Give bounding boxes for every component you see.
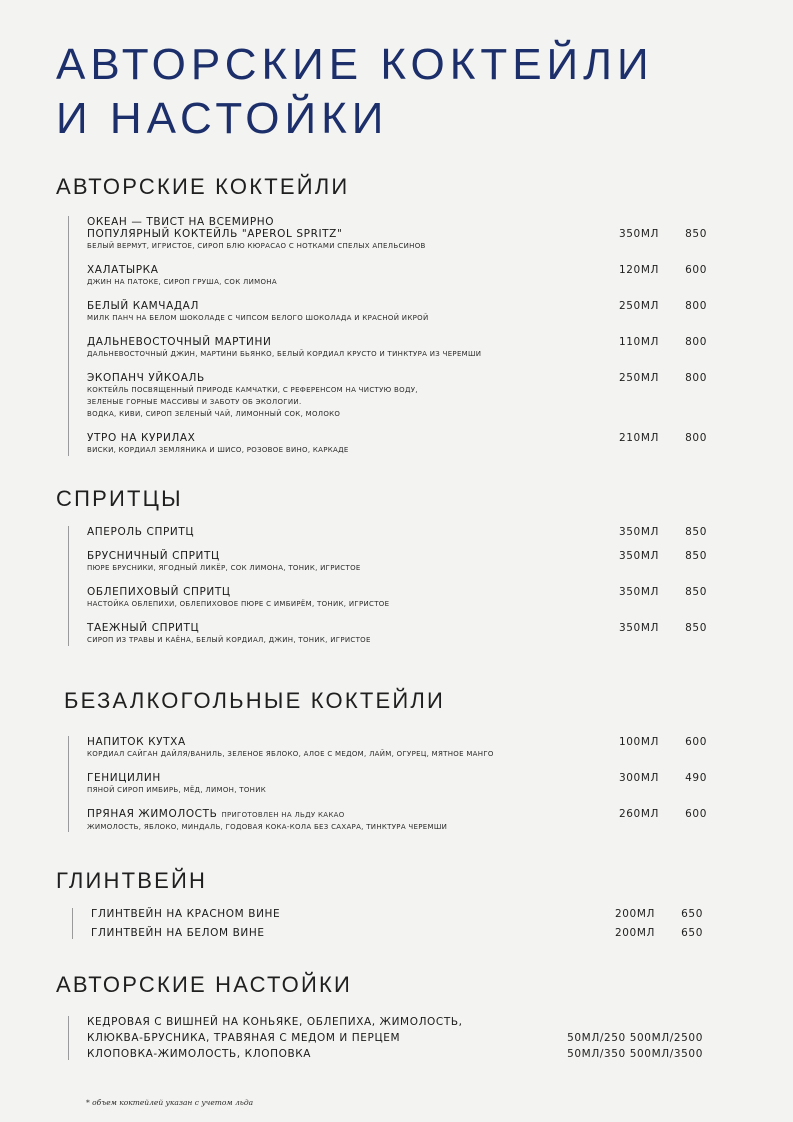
menu-item <box>87 622 707 646</box>
item-price: 850 <box>685 550 707 562</box>
item-price: 600 <box>685 736 707 748</box>
item-price: 600 <box>685 808 707 820</box>
item-name: КЛЮКВА-БРУСНИКА, ТРАВЯНАЯ С МЕДОМ И ПЕРЦЕМ <box>87 1032 401 1044</box>
item-name: ДАЛЬНЕВОСТОЧНЫЙ МАРТИНИ <box>87 336 272 348</box>
item-volume: 350МЛ <box>619 622 659 634</box>
item-description: ПЯНОЙ СИРОП ИМБИРЬ, МЁД, ЛИМОН, ТОНИК <box>87 786 266 794</box>
item-name: ГЕНИЦИЛИН <box>87 772 161 784</box>
nonalc-list <box>68 736 707 832</box>
item-volume: 350МЛ <box>619 228 659 240</box>
menu-item <box>87 1032 703 1044</box>
item-name: ТАЕЖНЫЙ СПРИТЦ <box>87 622 200 634</box>
item-volume: 260МЛ <box>619 808 659 820</box>
menu-item <box>87 336 707 360</box>
item-volume: 50МЛ/350 500МЛ/3500 <box>567 1048 703 1060</box>
item-price: 800 <box>685 300 707 312</box>
item-description: БЕЛЫЙ ВЕРМУТ, ИГРИСТОЕ, СИРОП БЛЮ КЮРАСАО С НОТКАМИ СПЕЛЫХ АПЕЛЬСИНОВ <box>87 242 426 250</box>
item-price: 650 <box>681 927 703 939</box>
item-name-text: ПРЯНАЯ ЖИМОЛОСТЬ <box>87 808 218 820</box>
item-name: ОКЕАН — ТВИСТ НА ВСЕМИРНО ПОПУЛЯРНЫЙ КОКТЕЙЛЬ "APEROL SPRITZ" <box>87 216 343 240</box>
item-name: ГЛИНТВЕЙН НА БЕЛОМ ВИНЕ <box>91 927 265 939</box>
item-price: 850 <box>685 526 707 538</box>
item-volume: 120МЛ <box>619 264 659 276</box>
item-volume: 210МЛ <box>619 432 659 444</box>
item-description: НАСТОЙКА ОБЛЕПИХИ, ОБЛЕПИХОВОЕ ПЮРЕ С ИМБИРЁМ, ТОНИК, ИГРИСТОЕ <box>87 600 390 608</box>
item-description: КОКТЕЙЛЬ ПОСВЯЩЕННЫЙ ПРИРОДЕ КАМЧАТКИ, С РЕФЕРЕНСОМ НА ЧИСТУЮ ВОДУ, ЗЕЛЕНЫЕ ГОРНЫЕ МАССИВЫ И ЗАБОТУ ОБ ЭКОЛОГИИ. ВОДКА, КИВИ, СИРОП ЗЕЛЕНЫЙ ЧАЙ, ЛИМОННЫЙ СОК, МОЛОКО <box>87 386 418 418</box>
item-price: 650 <box>681 908 703 920</box>
item-volume: 200МЛ <box>615 908 655 920</box>
page-title <box>56 38 654 146</box>
item-description: ПЮРЕ БРУСНИКИ, ЯГОДНЫЙ ЛИКЁР, СОК ЛИМОНА, ТОНИК, ИГРИСТОЕ <box>87 564 361 572</box>
item-price: 490 <box>685 772 707 784</box>
item-description: ЖИМОЛОСТЬ, ЯБЛОКО, МИНДАЛЬ, ГОДОВАЯ КОКА-КОЛА БЕЗ САХАРА, ТИНКТУРА ЧЕРЕМШИ <box>87 823 448 831</box>
item-description: ВИСКИ, КОРДИАЛ ЗЕМЛЯНИКА И ШИСО, РОЗОВОЕ ВИНО, КАРКАДЕ <box>87 446 349 454</box>
menu-item <box>87 550 707 574</box>
item-name: НАПИТОК КУТХА <box>87 736 186 748</box>
item-volume: 300МЛ <box>619 772 659 784</box>
item-price: 800 <box>685 372 707 384</box>
item-name: ЭКОПАНЧ УЙКОАЛЬ <box>87 372 205 384</box>
mulled-list <box>72 908 703 939</box>
section-title-spritz: СПРИТЦЫ <box>56 486 183 511</box>
spritz-list <box>68 526 707 646</box>
menu-item <box>91 908 703 920</box>
item-name: УТРО НА КУРИЛАХ <box>87 432 196 444</box>
menu-item <box>91 927 703 939</box>
nastoyki-list <box>68 1016 703 1060</box>
item-description: ДАЛЬНЕВОСТОЧНЫЙ ДЖИН, МАРТИНИ БЬЯНКО, БЕЛЫЙ КОРДИАЛ КРУСТО И ТИНКТУРА ИЗ ЧЕРЕМШИ <box>87 350 482 358</box>
item-volume: 100МЛ <box>619 736 659 748</box>
item-name: БРУСНИЧНЫЙ СПРИТЦ <box>87 550 220 562</box>
section-title-mulled: ГЛИНТВЕЙН <box>56 868 208 893</box>
item-volume: 350МЛ <box>619 586 659 598</box>
item-description: СИРОП ИЗ ТРАВЫ И КАЁНА, БЕЛЫЙ КОРДИАЛ, ДЖИН, ТОНИК, ИГРИСТОЕ <box>87 636 371 644</box>
menu-item <box>87 216 707 252</box>
menu-item <box>87 432 707 456</box>
item-description: ДЖИН НА ПАТОКЕ, СИРОП ГРУША, СОК ЛИМОНА <box>87 278 277 286</box>
item-price: 850 <box>685 586 707 598</box>
menu-item <box>87 526 707 538</box>
page-title-line-1: АВТОРСКИЕ КОКТЕЙЛИ <box>56 40 654 89</box>
item-price: 800 <box>685 432 707 444</box>
item-volume: 200МЛ <box>615 927 655 939</box>
authors-list <box>68 216 707 456</box>
item-name: ХАЛАТЫРКА <box>87 264 159 276</box>
menu-item <box>87 1048 703 1060</box>
item-name: БЕЛЫЙ КАМЧАДАЛ <box>87 300 199 312</box>
item-name <box>87 808 707 821</box>
section-title-nastoyki: АВТОРСКИЕ НАСТОЙКИ <box>56 972 353 997</box>
menu-item <box>87 372 707 420</box>
footnote: * объем коктейлей указан с учетом льда <box>86 1098 254 1107</box>
item-volume: 50МЛ/250 500МЛ/2500 <box>567 1032 703 1044</box>
item-volume: 350МЛ <box>619 550 659 562</box>
item-description: МИЛК ПАНЧ НА БЕЛОМ ШОКОЛАДЕ С ЧИПСОМ БЕЛОГО ШОКОЛАДА И КРАСНОЙ ИКРОЙ <box>87 314 429 322</box>
item-description: КОРДИАЛ САЙГАН ДАЙЛЯ/ВАНИЛЬ, ЗЕЛЕНОЕ ЯБЛОКО, АЛОЕ С МЕДОМ, ЛАЙМ, ОГУРЕЦ, МЯТНОЕ МАНГО <box>87 750 494 758</box>
item-volume: 110МЛ <box>619 336 659 348</box>
item-name: КЕДРОВАЯ С ВИШНЕЙ НА КОНЬЯКЕ, ОБЛЕПИХА, ЖИМОЛОСТЬ, <box>87 1016 463 1028</box>
menu-item <box>87 264 707 288</box>
item-price: 850 <box>685 228 707 240</box>
item-volume: 250МЛ <box>619 300 659 312</box>
page-title-line-2: И НАСТОЙКИ <box>56 94 389 143</box>
item-name: КЛОПОВКА-ЖИМОЛОСТЬ, КЛОПОВКА <box>87 1048 312 1060</box>
item-volume: 350МЛ <box>619 526 659 538</box>
menu-item <box>87 300 707 324</box>
item-name: АПЕРОЛЬ СПРИТЦ <box>87 526 195 538</box>
menu-item <box>87 586 707 610</box>
section-title-authors: АВТОРСКИЕ КОКТЕЙЛИ <box>56 174 350 199</box>
menu-item <box>87 736 707 760</box>
item-price: 600 <box>685 264 707 276</box>
item-name: ОБЛЕПИХОВЫЙ СПРИТЦ <box>87 586 231 598</box>
item-note: ПРИГОТОВЛЕН НА ЛЬДУ КАКАО <box>221 811 345 819</box>
section-title-nonalc: БЕЗАЛКОГОЛЬНЫЕ КОКТЕЙЛИ <box>64 688 446 713</box>
item-price: 800 <box>685 336 707 348</box>
item-volume: 250МЛ <box>619 372 659 384</box>
menu-item <box>87 1016 703 1028</box>
item-price: 850 <box>685 622 707 634</box>
item-name: ГЛИНТВЕЙН НА КРАСНОМ ВИНЕ <box>91 908 281 920</box>
menu-item <box>87 808 707 832</box>
menu-item <box>87 772 707 796</box>
